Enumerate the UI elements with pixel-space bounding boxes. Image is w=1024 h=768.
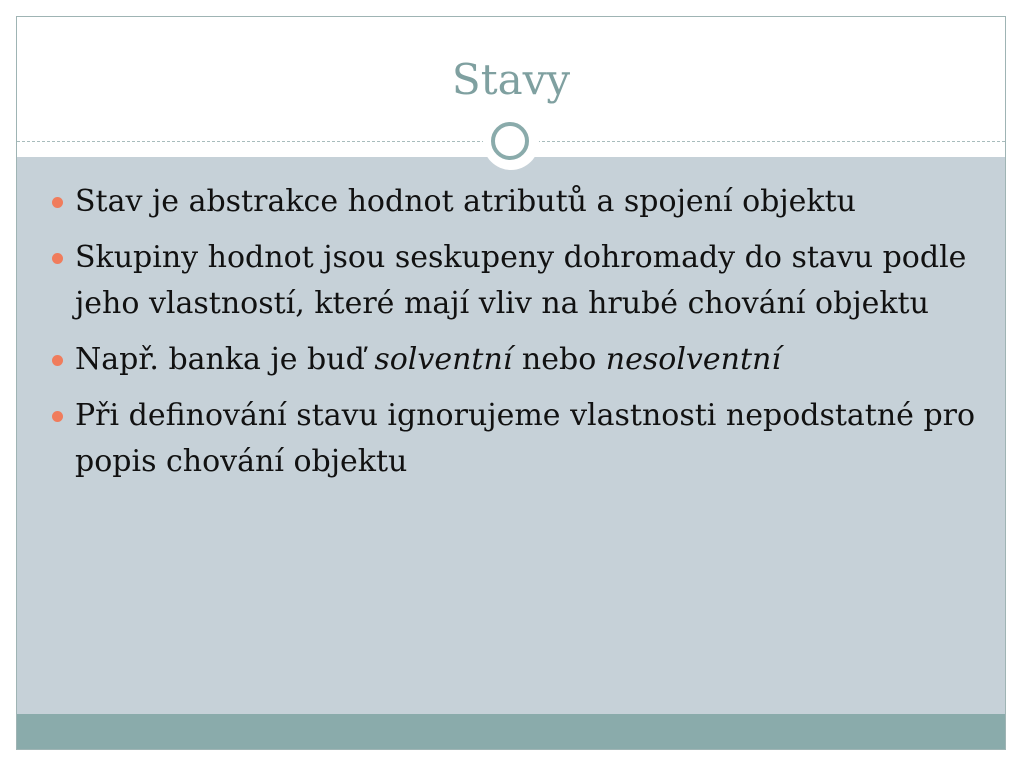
bullet-text-part: nebo [512, 342, 606, 377]
bullet-item [47, 235, 982, 327]
bullet-dot-icon [52, 355, 63, 366]
ring-icon [491, 122, 529, 160]
bullet-item [47, 393, 982, 485]
bullet-text: Stav je abstrakce hodnot atributů a spojení objektu [75, 184, 856, 219]
bullet-dot-icon [52, 197, 63, 208]
bullet-dot-icon [52, 411, 63, 422]
bullet-item [47, 337, 982, 383]
bullet-item [47, 179, 982, 225]
slide [16, 16, 1006, 750]
bullet-text: Při definování stavu ignorujeme vlastnosti nepodstatné pro popis chování objektu [75, 398, 976, 479]
bullet-list [47, 179, 982, 495]
bullet-text-part: Např. banka je buď [75, 342, 375, 377]
bullet-text-emphasis: nesolventní [605, 342, 781, 377]
footer-band [17, 714, 1005, 749]
bullet-text-emphasis: solventní [374, 342, 513, 377]
bullet-text: Skupiny hodnot jsou seskupeny dohromady do stavu podle jeho vlastností, které mají vliv na hrubé chování objektu [75, 240, 967, 321]
slide-title: Stavy [451, 55, 571, 104]
bullet-dot-icon [52, 253, 63, 264]
